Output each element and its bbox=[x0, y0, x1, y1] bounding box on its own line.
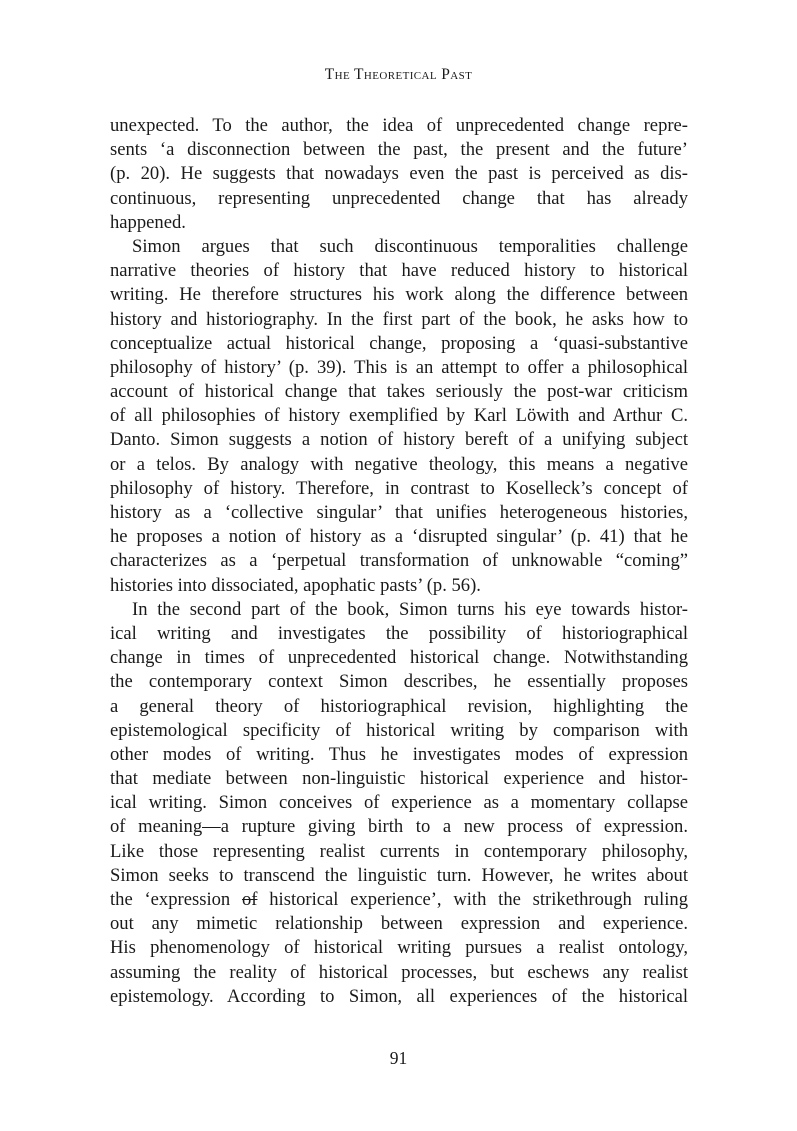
text-line: ical writing. Simon conceives of experience as a momentary collapse bbox=[110, 792, 688, 814]
text-line: ical writing and investigates the possibility of historiographical bbox=[110, 622, 688, 644]
text-line: His phenomenology of historical writing pursues a realist ontology, bbox=[110, 937, 688, 959]
text-line-with-strikethrough bbox=[110, 888, 688, 912]
text-line: philosophy of history’ (p. 39). This is an attempt to offer a philosophical bbox=[110, 356, 688, 378]
text-line: a general theory of historiographical revision, highlighting the bbox=[110, 695, 688, 717]
text-line: sents ‘a disconnection between the past, the present and the future’ bbox=[110, 139, 688, 161]
text-line: that mediate between non-linguistic historical experience and histor- bbox=[110, 768, 688, 790]
page-number: 91 bbox=[389, 1048, 408, 1068]
text-line: philosophy of history. Therefore, in contrast to Koselleck’s concept of bbox=[110, 477, 688, 499]
text-line: account of historical change that takes seriously the post-war criticism bbox=[110, 381, 688, 403]
text-line: Simon seeks to transcend the linguistic turn. However, he writes about bbox=[110, 864, 688, 886]
text-line: out any mimetic relationship between expression and experience. bbox=[110, 913, 688, 935]
text-line: writing. He therefore structures his work along the difference between bbox=[110, 284, 688, 306]
text-line: history and historiography. In the first part of the book, he asks how to bbox=[110, 308, 688, 330]
text-line: epistemological specificity of historical writing by comparison with bbox=[110, 719, 688, 741]
text-line: other modes of writing. Thus he investigates modes of expression bbox=[110, 743, 688, 765]
text-line: unexpected. To the author, the idea of unprecedented change repre- bbox=[110, 115, 688, 136]
text-segment: historical experience’, with the strikethrough ruling bbox=[257, 889, 688, 910]
text-line: the contemporary context Simon describes, he essentially proposes bbox=[110, 671, 688, 693]
text-line: or a telos. By analogy with negative theology, this means a negative bbox=[110, 453, 688, 475]
text-line: Danto. Simon suggests a notion of history bereft of a unifying subject bbox=[110, 429, 688, 451]
text-line: assuming the reality of historical processes, but eschews any realist bbox=[110, 961, 688, 983]
running-head bbox=[0, 66, 797, 84]
text-line: (p. 20). He suggests that nowadays even the past is perceived as dis- bbox=[110, 163, 688, 185]
text-line: happened. bbox=[110, 211, 186, 233]
struck-word: of bbox=[241, 889, 258, 910]
text-line: epistemology. According to Simon, all experiences of the historical bbox=[110, 985, 688, 1007]
text-line: change in times of unprecedented historical change. Notwithstanding bbox=[110, 647, 688, 669]
body-text bbox=[110, 114, 688, 1009]
text-line: history as a ‘collective singular’ that unifies heterogeneous histories, bbox=[110, 502, 688, 523]
paragraph-first-line: In the second part of the book, Simon turns his eye towards histor- bbox=[132, 598, 688, 620]
text-line: Like those representing realist currents in contemporary philosophy, bbox=[110, 840, 688, 862]
paragraph-first-line: Simon argues that such discontinuous temporalities challenge bbox=[132, 235, 688, 257]
text-segment: the ‘expression bbox=[110, 889, 242, 910]
running-head-small-caps: The Theoretical Past bbox=[324, 66, 473, 83]
text-line: he proposes a notion of history as a ‘disrupted singular’ (p. 41) that he bbox=[110, 526, 688, 548]
text-line: histories into dissociated, apophatic pasts’ (p. 56). bbox=[110, 574, 481, 596]
text-line: characterizes as a ‘perpetual transformation of unknowable “coming” bbox=[110, 550, 688, 572]
text-line: narrative theories of history that have reduced history to historical bbox=[110, 260, 688, 282]
text-line: of all philosophies of history exemplified by Karl Löwith and Arthur C. bbox=[110, 405, 688, 427]
text-line: continuous, representing unprecedented change that has already bbox=[110, 187, 688, 209]
text-line: conceptualize actual historical change, proposing a ‘quasi-substantive bbox=[110, 332, 688, 354]
text-line: of meaning—a rupture giving birth to a new process of expression. bbox=[110, 816, 688, 838]
